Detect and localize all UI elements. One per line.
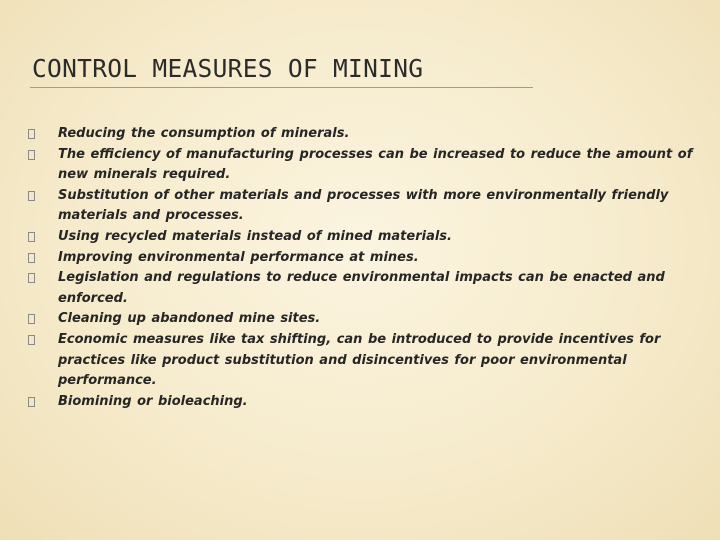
list-item-text: Legislation and regulations to reduce environmental impacts can be enacted and enforced. — [58, 270, 665, 306]
list-item — [24, 268, 694, 309]
list-item — [24, 227, 694, 248]
list-item-text: Improving environmental performance at mines. — [58, 249, 419, 265]
bullet-list — [24, 124, 694, 412]
list-item-text: The efficiency of manufacturing processes can be increased to reduce the amount of new minerals required. — [58, 146, 693, 183]
list-item-text: Substitution of other materials and processes with more environmentally friendly materials and processes. — [58, 187, 669, 224]
list-item — [24, 124, 694, 145]
square-bullet-icon — [28, 150, 35, 160]
title-underline — [30, 87, 533, 88]
list-item — [24, 186, 694, 227]
list-item — [24, 145, 694, 186]
square-bullet-icon — [28, 397, 35, 407]
list-item — [24, 330, 694, 392]
list-item — [24, 248, 694, 269]
list-item-text: Using recycled materials instead of mined materials. — [58, 228, 452, 244]
list-item-text: Biomining or bioleaching. — [58, 393, 248, 409]
square-bullet-icon — [28, 191, 35, 201]
list-item — [24, 392, 694, 413]
slide-title: CONTROL MEASURES OF MINING — [32, 54, 424, 83]
list-item-text: Reducing the consumption of minerals. — [58, 126, 350, 141]
list-item — [24, 309, 694, 330]
square-bullet-icon — [28, 314, 35, 324]
square-bullet-icon — [28, 232, 35, 242]
square-bullet-icon — [28, 273, 35, 283]
square-bullet-icon — [28, 253, 35, 263]
square-bullet-icon — [28, 129, 35, 139]
square-bullet-icon — [28, 335, 35, 345]
list-item-text: Cleaning up abandoned mine sites. — [58, 311, 321, 327]
list-item-text: Economic measures like tax shifting, can be introduced to provide incentives for practices like product substitution and disincentives for poor environmental performance. — [58, 331, 661, 389]
